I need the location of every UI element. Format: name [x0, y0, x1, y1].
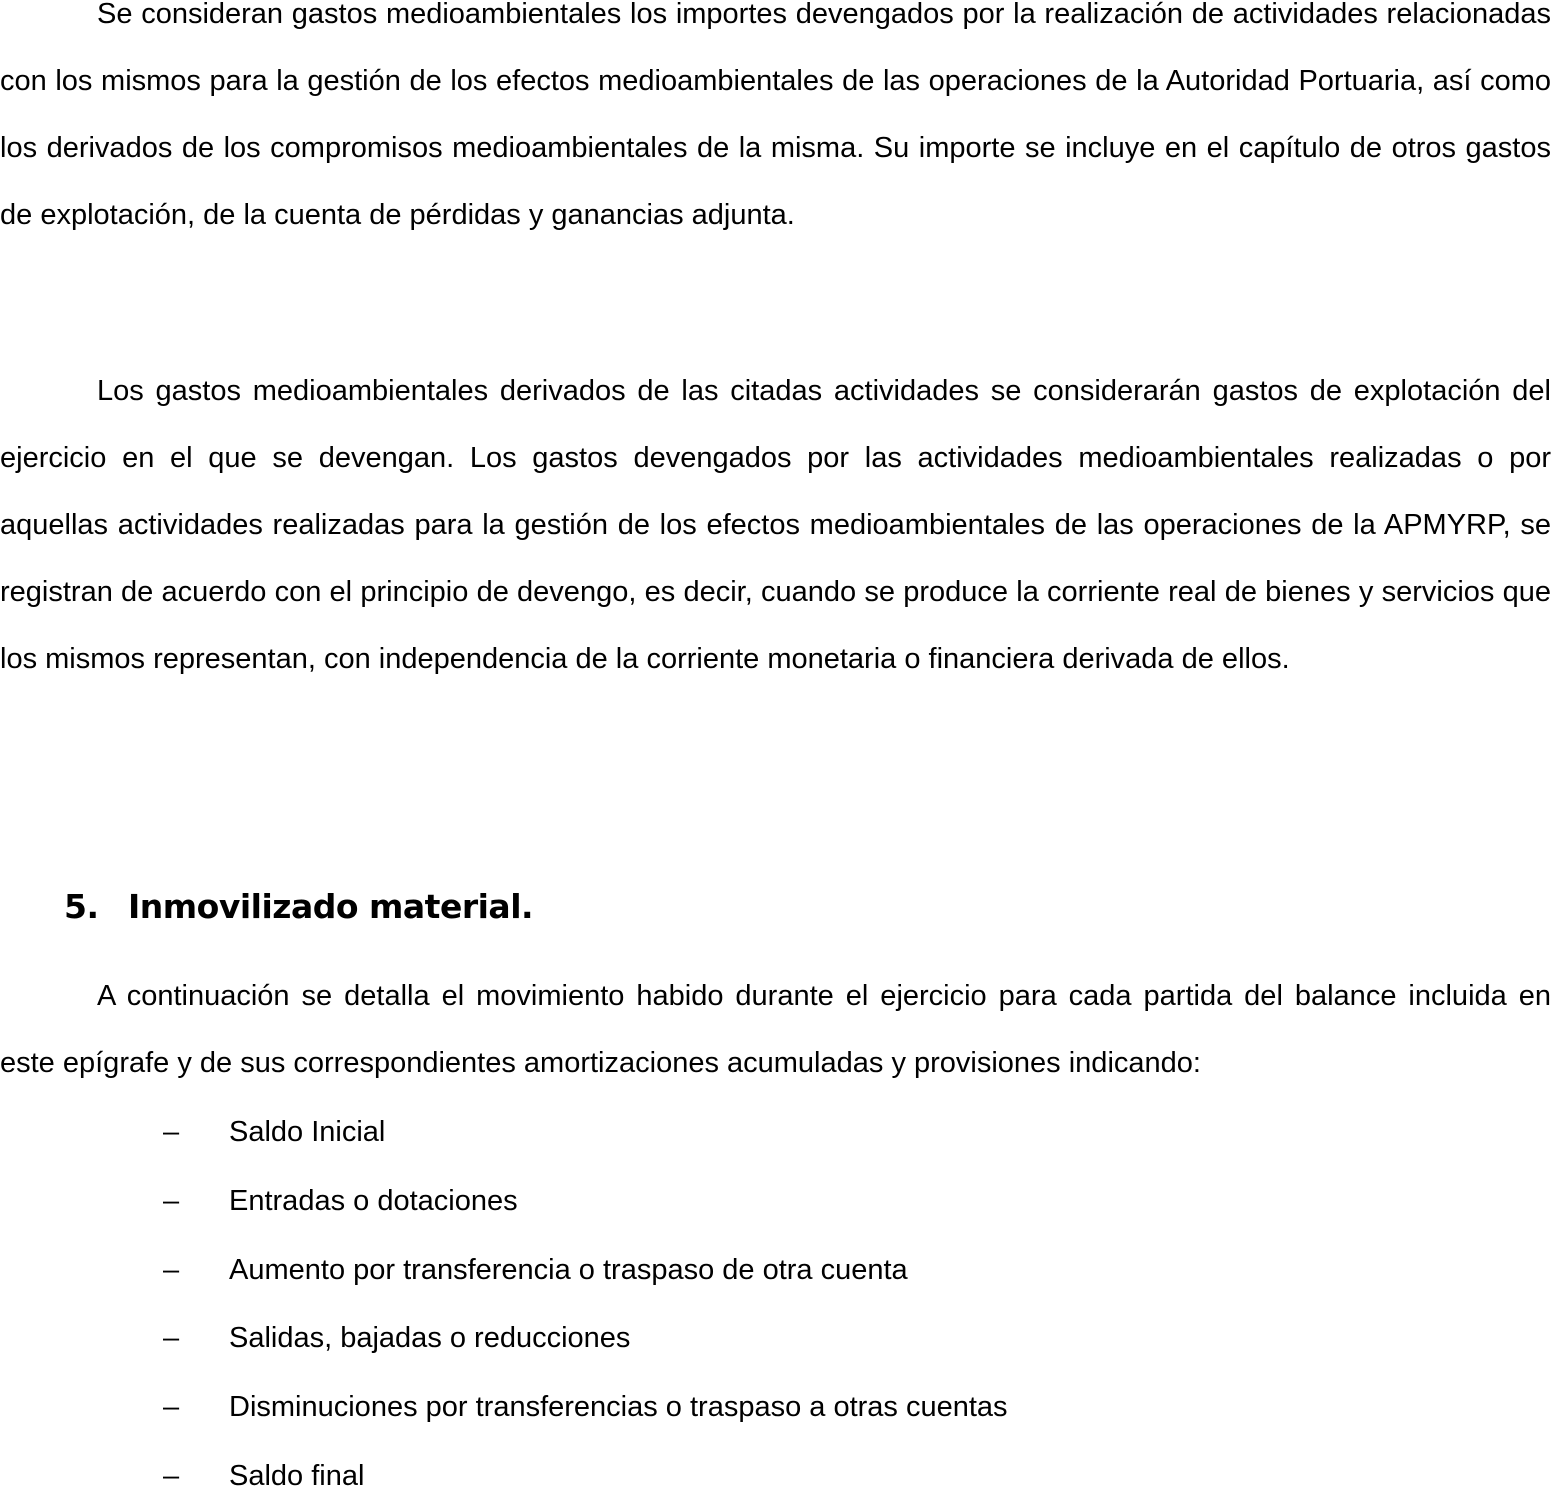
dash-bullet: – — [163, 1459, 180, 1492]
list-item — [0, 1167, 1551, 1236]
paragraph-environmental-expenses: Se consideran gastos medioambientales los importes devengados por la realización de actividades relacionadas con los mismos para la gestión de los efectos medioambientales de las operaciones de la Autoridad Portuaria, así como los derivados de los compromisos medioambientales de la misma. Su importe se incluye en el capítulo de otros gastos de explotación, de la cuenta de pérdidas y ganancias adjunta. — [0, 0, 1551, 231]
dash-bullet: – — [163, 1116, 180, 1148]
section-heading — [64, 880, 533, 934]
list-item-label: Saldo Inicial — [229, 1116, 386, 1148]
section-number: 5. — [64, 887, 99, 926]
dash-bullet: – — [163, 1391, 180, 1424]
paragraph-accrual-principle: Los gastos medioambientales derivados de las citadas actividades se considerarán gastos de explotación del ejercicio en el que se devengan. Los gastos devengados por las actividades medioambientales realizadas o por aquellas actividades realizadas para la gestión de los efectos medioambientales de las operaciones de la APMYRP, se registran de acuerdo con el principio de devengo, es decir, cuando se produce la corriente real de bienes y servicios que los mismos representan, con independencia de la corriente monetaria o financiera derivada de ellos. — [0, 375, 1551, 675]
movement-list — [0, 1098, 1551, 1511]
section-title: Inmovilizado material. — [128, 887, 534, 926]
dash-bullet: – — [163, 1322, 180, 1355]
list-item — [0, 1304, 1551, 1373]
list-item-label: Disminuciones por transferencias o traspaso a otras cuentas — [229, 1391, 1008, 1424]
section-intro-paragraph: A continuación se detalla el movimiento habido durante el ejercicio para cada partida del balance incluida en este epígrafe y de sus correspondientes amortizaciones acumuladas y provisiones indicando: — [0, 980, 1551, 1079]
list-item — [0, 1098, 1551, 1167]
list-item — [0, 1442, 1551, 1511]
list-item-label: Aumento por transferencia o traspaso de otra cuenta — [229, 1253, 908, 1286]
list-item-label: Salidas, bajadas o reducciones — [229, 1322, 631, 1355]
list-item — [0, 1236, 1551, 1305]
dash-bullet: – — [163, 1184, 180, 1217]
list-item-label: Saldo final — [229, 1459, 365, 1492]
dash-bullet: – — [163, 1253, 180, 1286]
list-item-label: Entradas o dotaciones — [229, 1184, 518, 1217]
list-item — [0, 1373, 1551, 1442]
